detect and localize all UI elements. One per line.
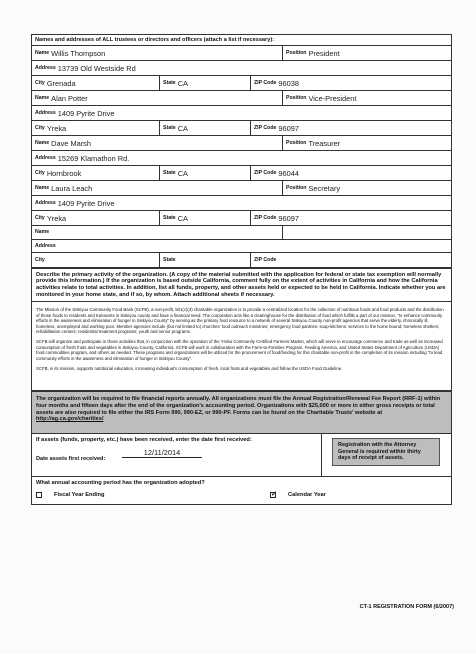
name-field[interactable]: [32, 46, 283, 60]
zip-field[interactable]: [251, 121, 451, 135]
city-label: City: [35, 256, 45, 263]
officer-address-row: [32, 61, 451, 76]
position-label: Position: [286, 95, 307, 101]
charitable-trusts-link[interactable]: http://ag.ca.gov/charities/: [36, 416, 104, 423]
state-label: State: [163, 215, 176, 221]
address-field[interactable]: [32, 61, 451, 75]
activity-paragraph: SCFB, in its mission, supports nutritional education, increasing individual's consumption of fresh, local fruits and vegetables and follow the USDA Food Guideline.: [36, 365, 343, 371]
position-value: Secretary: [308, 183, 341, 193]
fiscal-year-option[interactable]: [36, 492, 104, 498]
name-label: Name: [35, 185, 50, 191]
state-label: State: [163, 80, 176, 86]
name-value: Laura Leach: [51, 183, 93, 193]
position-value: Vice-President: [308, 93, 357, 103]
position-field[interactable]: [283, 46, 451, 60]
calendar-year-label: Calendar Year: [288, 492, 326, 499]
address-field[interactable]: [32, 240, 451, 253]
state-label: State: [163, 125, 176, 131]
officer-name-row: [32, 46, 451, 61]
city-field[interactable]: [32, 166, 160, 180]
name-field[interactable]: [32, 136, 283, 150]
activity-section: [31, 268, 452, 392]
city-field[interactable]: [32, 76, 160, 90]
officer-city-row: [32, 76, 451, 91]
city-value: Yreka: [46, 213, 67, 223]
zip-label: ZIP Code: [254, 80, 277, 86]
financial-notice-text: The organization will be required to file financial reports annually. All organizations must file the Annual Registration/Renewal Fee Report (RRF-1) within four months and fifteen days after the end of the organization's accounting period. Organizations with $25,000 or more in either gross receipts or total assets are also required to file either the IRS Form 990, 990-EZ, or 990-PF. Forms can be found on the Charitable Trusts' website at: [36, 396, 441, 416]
name-value: Willis Thompson: [51, 48, 106, 58]
address-label: Address: [35, 155, 56, 161]
officer-city-row: [32, 166, 451, 181]
state-value: CA: [177, 168, 188, 178]
address-label: Address: [35, 110, 56, 116]
zip-field[interactable]: [251, 211, 451, 225]
calendar-year-checkbox[interactable]: [270, 492, 276, 498]
state-value: CA: [177, 123, 188, 133]
name-label: Name: [35, 229, 50, 236]
activity-description[interactable]: [32, 302, 451, 390]
city-value: Yreka: [46, 123, 67, 133]
financial-reporting-notice: [31, 391, 452, 434]
zip-label: ZIP Code: [254, 125, 277, 131]
position-label: Position: [286, 140, 307, 146]
officer-name-row: [32, 91, 451, 106]
officer-name-row: [32, 181, 451, 196]
zip-label: ZIP Code: [254, 170, 277, 176]
address-label: Address: [35, 200, 56, 206]
activity-paragraph: SCFB will organize and participate in those activities that, in conjunction with the operation of the Yreka Community Certified Farmers Market, which will serve to encourage commerce and trade as well as increased consumption of fresh fruits and vegetables in Siskiyou County, California. SCFB will work in collaboration with the Farm-to-Families Program, Feeding America, and United States Department of Agriculture (USDA) food commodities program, and others as needed. These programs and organizations will be utilized for the procurement of food/funding for this charitable non-profit in the completion of its mission including "to lead community efforts in the awareness and elimination of hunger in Siskiyou County".: [36, 339, 443, 361]
registration-form: [31, 34, 452, 505]
activity-instructions: Describe the primary activity of the organization. (A copy of the material submitted with the application for federal or state tax exemption will normally provide this information.) If the organization is based outside California, comment fully on the extent of activities in California and how the California activities relate to total activities. In addition, list all funds, property, and other assets held or expected to be held in California. Indicate whether you are monitored in your home state, and if so, by whom. Attach additional sheets if necessary.: [32, 269, 451, 303]
state-label: State: [163, 256, 176, 263]
position-label: Position: [286, 185, 307, 191]
position-field[interactable]: [283, 181, 451, 195]
zip-field[interactable]: [251, 76, 451, 90]
city-field[interactable]: [32, 121, 160, 135]
officer-address-row: [32, 196, 451, 211]
fiscal-year-checkbox[interactable]: [36, 492, 42, 498]
name-field[interactable]: [32, 181, 283, 195]
city-value: Grenada: [46, 78, 76, 88]
state-field[interactable]: [160, 211, 251, 225]
address-value: 15269 Klamathon Rd.: [57, 153, 130, 163]
zip-field[interactable]: [251, 166, 451, 180]
address-label: Address: [35, 242, 56, 249]
name-label: Name: [35, 95, 50, 101]
blank-address-row: [32, 240, 451, 254]
address-value: 1409 Pyrite Drive: [57, 108, 115, 118]
date-assets-field[interactable]: 12/11/2014: [122, 448, 202, 458]
accounting-period-section: [31, 477, 452, 505]
state-label: State: [163, 170, 176, 176]
officer-city-row: [32, 211, 451, 226]
address-label: Address: [35, 65, 56, 71]
name-label: Name: [35, 140, 50, 146]
position-value: President: [308, 48, 340, 58]
state-field[interactable]: [160, 76, 251, 90]
city-label: City: [35, 80, 45, 86]
zip-label: ZIP Code: [254, 215, 277, 221]
assets-section: [31, 434, 452, 477]
name-field[interactable]: [32, 226, 283, 239]
city-field[interactable]: [32, 211, 160, 225]
zip-value: 96097: [278, 123, 299, 133]
name-label: Name: [35, 50, 50, 56]
city-field[interactable]: [32, 253, 160, 267]
address-field[interactable]: [32, 151, 451, 165]
officer-address-row: [32, 151, 451, 166]
assets-note-area: [322, 434, 451, 476]
state-value: CA: [177, 213, 188, 223]
zip-field[interactable]: [251, 253, 451, 267]
position-field[interactable]: [283, 226, 451, 239]
officer-name-row: [32, 136, 451, 151]
assets-received: [32, 434, 322, 476]
state-field[interactable]: [160, 166, 251, 180]
address-value: 1409 Pyrite Drive: [57, 198, 115, 208]
city-label: City: [35, 215, 45, 221]
officers-section-header: Names and addresses of ALL trustees or directors and officers (attach a list if necessary):: [32, 35, 451, 46]
state-field[interactable]: [160, 253, 251, 267]
address-field[interactable]: [32, 106, 451, 120]
state-field[interactable]: [160, 121, 251, 135]
city-label: City: [35, 125, 45, 131]
position-label: Position: [286, 50, 307, 56]
officers-table: [31, 34, 452, 268]
address-value: 13739 Old Westside Rd: [57, 63, 136, 73]
zip-value: 96044: [278, 168, 299, 178]
form-number: CT-1 REGISTRATION FORM (6/2007): [359, 604, 454, 610]
accounting-period-question: What annual accounting period has the organization adopted?: [36, 480, 205, 487]
city-label: City: [35, 170, 45, 176]
attorney-general-note: Registration with the Attorney General is required within thirty days of receipt of assets.: [332, 438, 440, 466]
assets-question: If assets (funds, property, etc.) have been received, enter the date first received:: [36, 437, 252, 444]
date-assets-label: Date assets first received:: [36, 456, 106, 463]
blank-name-row: [32, 226, 451, 240]
address-field[interactable]: [32, 196, 451, 210]
name-field[interactable]: [32, 91, 283, 105]
zip-value: 96097: [278, 213, 299, 223]
activity-paragraph: The Mission of the Siskiyou Community Food Bank (SCFB), a non-profit, 501(c)(3) charitable organization is to provide a centralized location for the collection of nutritious foods and food products and the distribution of those foods to residents and transients in Siskiyou county and have a financial need. The corporation acts like a clearinghouse for the distribution of food which fulfills a part of our mission, "to enhance community efforts in the awareness and elimination of hunger in Siskiyou County" by serving as the primary food resource to a network of several Siskiyou County non-profit agencies that serve the elderly, chronically ill, homeless, unemployed and working poor. Member agencies include (but not limited to) churches' food outreach ministries; emergency food pantries; soup-kitchens; services to the home bound; homeless shelters; rehabilitation centers; residential treatment programs; youth and senior programs.: [36, 307, 444, 334]
blank-city-row: [32, 253, 451, 267]
zip-value: 96038: [278, 78, 299, 88]
calendar-year-option[interactable]: [270, 492, 326, 498]
zip-label: ZIP Code: [254, 256, 277, 263]
name-value: Alan Potter: [51, 93, 88, 103]
position-field[interactable]: [283, 136, 451, 150]
fiscal-year-label: Fiscal Year Ending: [54, 492, 105, 499]
officer-address-row: [32, 106, 451, 121]
state-value: CA: [177, 78, 188, 88]
officer-city-row: [32, 121, 451, 136]
city-value: Hornbrook: [46, 168, 82, 178]
name-value: Dave Marsh: [51, 138, 91, 148]
position-field[interactable]: [283, 91, 451, 105]
position-value: Treasurer: [308, 138, 341, 148]
